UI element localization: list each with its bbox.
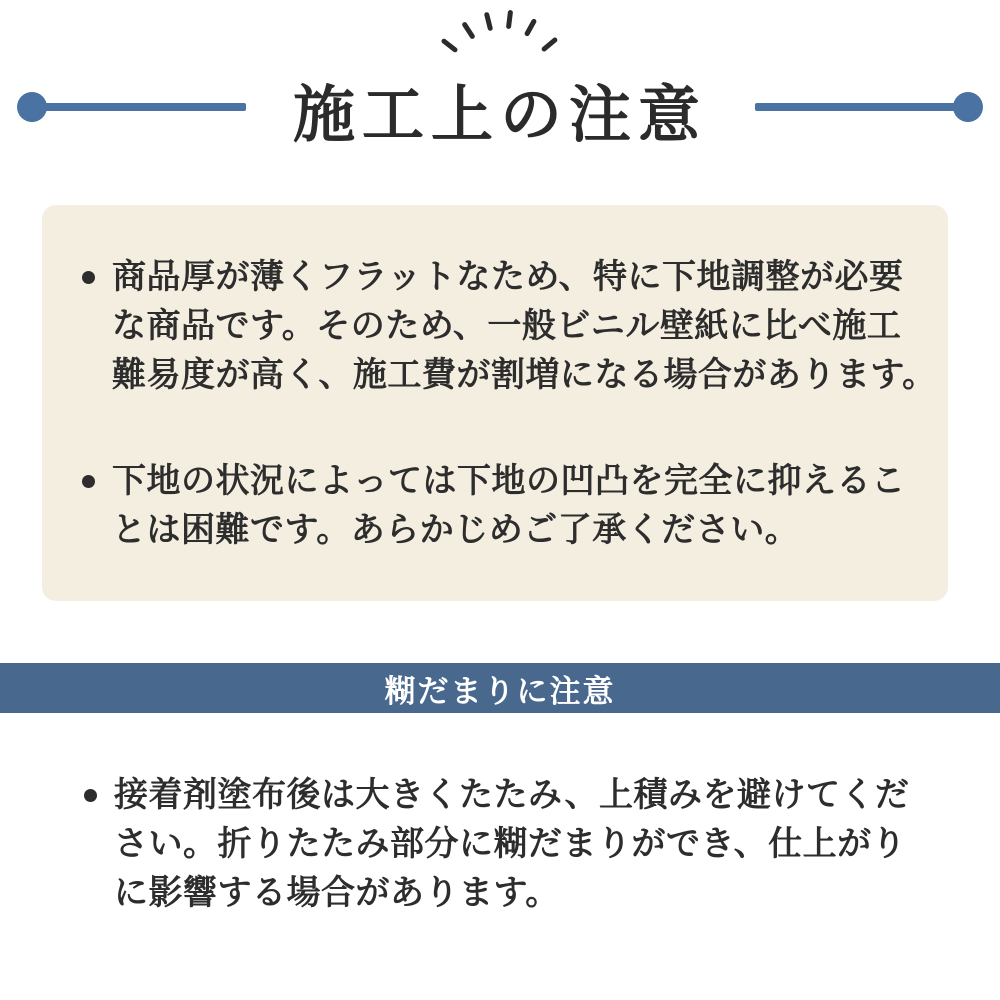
ray-stroke bbox=[461, 21, 476, 40]
caution-item-text bbox=[112, 253, 937, 400]
caution-item-text bbox=[112, 457, 906, 555]
ray-stroke bbox=[541, 36, 559, 52]
glue-warning-banner bbox=[0, 663, 1000, 713]
accent-bar-right bbox=[755, 103, 969, 111]
text-line: 商品厚が薄くフラットなため、特に下地調整が必要 bbox=[112, 257, 904, 297]
caution-box bbox=[42, 205, 948, 601]
text-line: 接着剤塗布後は大きくたたみ、上積みを避けてくだ bbox=[114, 775, 910, 815]
caution-item-surface bbox=[82, 457, 922, 555]
caution-item-thickness bbox=[82, 253, 937, 400]
bullet-icon bbox=[82, 271, 95, 284]
ray-stroke bbox=[506, 10, 513, 29]
emphasis-rays-icon bbox=[443, 8, 559, 62]
glue-note-item bbox=[84, 771, 964, 918]
accent-dot-right bbox=[953, 92, 983, 122]
ray-stroke bbox=[484, 12, 493, 32]
page-title: 施工上の注意 bbox=[292, 78, 707, 151]
text-line: 下地の状況によっては下地の凹凸を完全に抑えるこ bbox=[112, 461, 906, 501]
text-line: さい。折りたたみ部分に糊だまりができ、仕上がり bbox=[114, 824, 907, 864]
text-line: な商品です。そのため、一般ビニル壁紙に比べ施工 bbox=[112, 306, 902, 346]
ray-stroke bbox=[524, 18, 538, 37]
bullet-icon bbox=[84, 789, 97, 802]
text-line: 難易度が高く、施工費が割増になる場合があります。 bbox=[112, 355, 937, 395]
glue-warning-banner-label: 糊だまりに注意 bbox=[384, 673, 616, 710]
bullet-icon bbox=[82, 475, 95, 488]
glue-note-section bbox=[84, 771, 964, 918]
text-line: とは困難です。あらかじめご了承ください。 bbox=[112, 510, 800, 550]
glue-note-text bbox=[114, 771, 910, 918]
title-accent-line-right bbox=[755, 92, 983, 122]
text-line: に影響する場合があります。 bbox=[114, 873, 560, 913]
ray-stroke bbox=[440, 38, 458, 54]
